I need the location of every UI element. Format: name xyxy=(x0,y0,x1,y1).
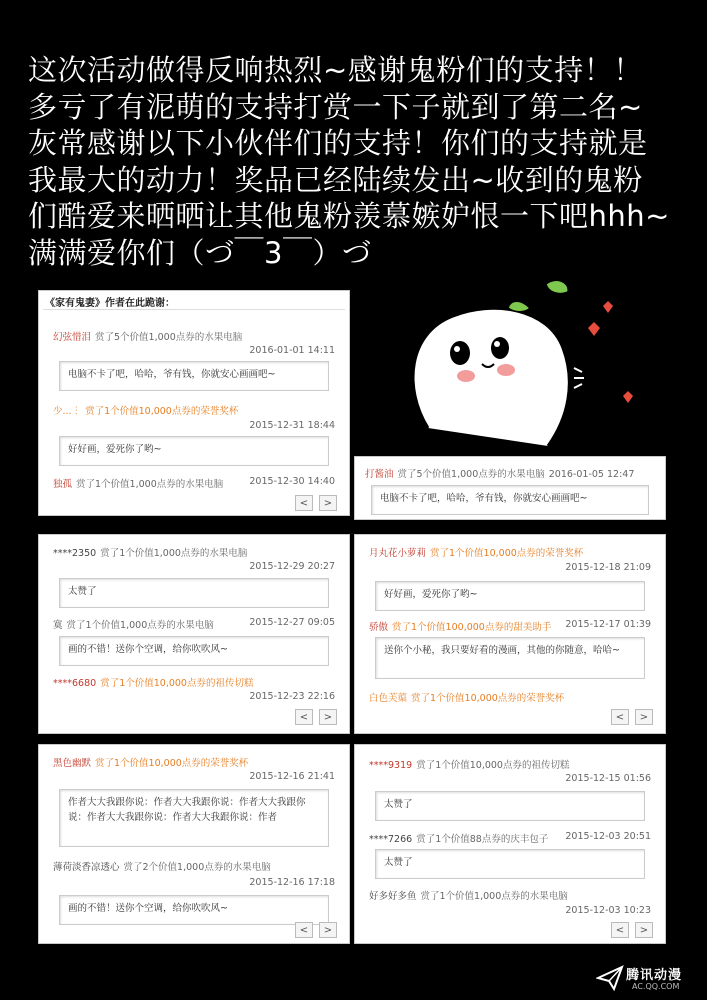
reward-panel-2 xyxy=(354,456,666,520)
reward-entry xyxy=(53,545,247,559)
timestamp: 2015-12-16 21:41 xyxy=(249,771,335,782)
pagination xyxy=(611,709,653,725)
username-link[interactable]: ****9319 xyxy=(369,760,413,771)
username-link[interactable]: ****6680 xyxy=(53,678,97,689)
headline-line: 我最大的动力！奖品已经陆续发出~收到的鬼粉 xyxy=(28,162,643,197)
timestamp: 2015-12-30 14:40 xyxy=(249,476,335,487)
reward-entry xyxy=(53,476,223,490)
reward-panel-1 xyxy=(38,290,350,516)
timestamp: 2015-12-31 18:44 xyxy=(249,420,335,431)
username-link[interactable]: 白色芙蕖 xyxy=(369,693,408,704)
gift-text: 赏了1个价值1,000点券的水果电脑 xyxy=(420,891,568,902)
username-link[interactable]: 打酱油 xyxy=(365,469,394,480)
headline-line: 多亏了有泥萌的支持打赏一下子就到了第二名~ xyxy=(28,89,643,124)
message-bubble: 太赞了 xyxy=(59,578,329,608)
message-bubble: 电脑不卡了吧，哈哈，爷有钱，你就安心画画吧~ xyxy=(59,361,329,391)
pagination xyxy=(295,709,337,725)
username-link[interactable]: 独孤 xyxy=(53,479,73,490)
gift-text: 赏了5个价值1,000点券的水果电脑 xyxy=(397,469,545,480)
prev-page-button[interactable]: < xyxy=(295,495,313,511)
headline-line: 满满爱你们（づ￣3￣）づ xyxy=(28,235,372,270)
username-link[interactable]: 薄荷淡香凉透心 xyxy=(53,862,120,873)
username-link[interactable]: 幻弦惜泪 xyxy=(53,332,92,343)
gift-text: 赏了1个价值10,000点券的祖传切糕 xyxy=(416,760,570,771)
username-link[interactable]: 月丸花小萝莉 xyxy=(369,548,427,559)
gift-text: 赏了1个价值10,000点券的荣誉奖杯 xyxy=(85,406,239,417)
pagination xyxy=(611,922,653,938)
username-link[interactable]: 骄傲 xyxy=(369,622,389,633)
message-bubble: 好好画，爱死你了哟~ xyxy=(59,436,329,466)
reward-entry xyxy=(53,675,253,689)
username-link[interactable]: 寞 xyxy=(53,620,63,631)
headline-line: 这次活动做得反响热烈~感谢鬼粉们的支持！！ xyxy=(28,53,643,87)
prev-page-button[interactable]: < xyxy=(611,709,629,725)
timestamp: 2016-01-01 14:11 xyxy=(249,345,335,356)
timestamp: 2015-12-27 09:05 xyxy=(249,617,335,628)
timestamp: 2016-01-05 12:47 xyxy=(548,469,635,480)
gift-text: 赏了1个价值100,000点券的甜美助手 xyxy=(392,622,552,633)
gift-text: 赏了1个价值1,000点券的水果电脑 xyxy=(66,620,214,631)
gift-text: 赏了1个价值10,000点券的荣誉奖杯 xyxy=(430,548,584,559)
gift-text: 赏了1个价值10,000点券的荣誉奖杯 xyxy=(411,693,565,704)
next-page-button[interactable]: > xyxy=(635,922,653,938)
message-bubble: 电脑不卡了吧，哈哈，爷有钱，你就安心画画吧~ xyxy=(371,485,649,515)
reward-panel-3 xyxy=(38,534,350,734)
paper-plane-icon xyxy=(596,964,624,992)
prev-page-button[interactable]: < xyxy=(295,709,313,725)
timestamp: 2015-12-17 01:39 xyxy=(565,619,651,630)
gift-text: 赏了1个价值1,000点券的水果电脑 xyxy=(100,548,248,559)
reward-entry xyxy=(369,831,548,845)
timestamp: 2015-12-18 21:09 xyxy=(565,562,651,573)
next-page-button[interactable]: > xyxy=(319,922,337,938)
reward-panel-5 xyxy=(38,744,350,944)
timestamp: 2015-12-23 22:16 xyxy=(249,691,335,702)
reward-entry xyxy=(369,757,569,771)
headline-line: 灰常感谢以下小伙伴们的支持！你们的支持就是 xyxy=(28,126,648,160)
username-link[interactable]: ****7266 xyxy=(369,834,413,845)
reward-entry xyxy=(53,403,238,417)
reward-panel-6 xyxy=(354,744,666,944)
message-bubble: 送你个小秘，我只要好看的漫画，其他的你随意，哈哈~ xyxy=(375,637,645,679)
message-bubble: 画的不错！送你个空调，给你吹吹风~ xyxy=(59,636,329,666)
headline-line: 们酷爱来晒晒让其他鬼粉羡慕嫉妒恨一下吧hhh~ xyxy=(28,199,670,233)
message-bubble: 画的不错！送你个空调，给你吹吹风~ xyxy=(59,895,329,925)
reward-entry xyxy=(53,617,214,631)
reward-panel-4 xyxy=(354,534,666,734)
next-page-button[interactable]: > xyxy=(319,709,337,725)
divider xyxy=(43,309,345,310)
pagination xyxy=(295,922,337,938)
prev-page-button[interactable]: < xyxy=(295,922,313,938)
username-link[interactable]: 好多好多鱼 xyxy=(369,891,417,902)
message-bubble: 太赞了 xyxy=(375,791,645,821)
username-link[interactable]: 黑色幽默 xyxy=(53,758,92,769)
message-bubble: 作者大大我跟你说：作者大大我跟你说：作者大大我跟你说：作者大大我跟你说：作者大大我跟你说：作者 xyxy=(59,789,329,847)
prev-page-button[interactable]: < xyxy=(611,922,629,938)
logo-subtext: AC.QQ.COM xyxy=(632,982,680,991)
reward-entry xyxy=(365,466,634,480)
reward-entry xyxy=(369,545,583,559)
timestamp: 2015-12-15 01:56 xyxy=(565,773,651,784)
gift-text: 赏了1个价值1,000点券的水果电脑 xyxy=(76,479,224,490)
next-page-button[interactable]: > xyxy=(319,495,337,511)
message-bubble: 太赞了 xyxy=(375,849,645,879)
next-page-button[interactable]: > xyxy=(635,709,653,725)
timestamp: 2015-12-16 17:18 xyxy=(249,877,335,888)
gift-text: 赏了1个价值88点券的庆丰包子 xyxy=(416,834,549,845)
headline xyxy=(28,52,700,271)
reward-entry xyxy=(53,329,242,343)
gift-text: 赏了1个价值10,000点券的祖传切糕 xyxy=(100,678,254,689)
logo-text: 腾讯动漫 xyxy=(626,968,683,983)
tencent-comic-logo xyxy=(596,960,706,996)
username-link[interactable]: ****2350 xyxy=(53,548,97,559)
timestamp: 2015-12-03 10:23 xyxy=(565,905,651,916)
username-link[interactable]: 少...︙ xyxy=(53,406,82,417)
reward-entry xyxy=(369,619,551,633)
timestamp: 2015-12-03 20:51 xyxy=(565,831,651,842)
message-bubble: 好好画，爱死你了哟~ xyxy=(375,581,645,611)
panel-title: 《家有鬼妻》作者在此跪谢： xyxy=(45,298,175,309)
timestamp: 2015-12-29 20:27 xyxy=(249,561,335,572)
reward-entry xyxy=(53,859,271,873)
reward-entry xyxy=(369,690,564,704)
mascot-illustration xyxy=(398,278,660,456)
reward-entry xyxy=(369,888,568,902)
gift-text: 赏了2个价值1,000点券的水果电脑 xyxy=(123,862,271,873)
reward-entry xyxy=(53,755,248,769)
gift-text: 赏了1个价值10,000点券的荣誉奖杯 xyxy=(95,758,249,769)
gift-text: 赏了5个价值1,000点券的水果电脑 xyxy=(95,332,243,343)
pagination xyxy=(295,495,337,511)
